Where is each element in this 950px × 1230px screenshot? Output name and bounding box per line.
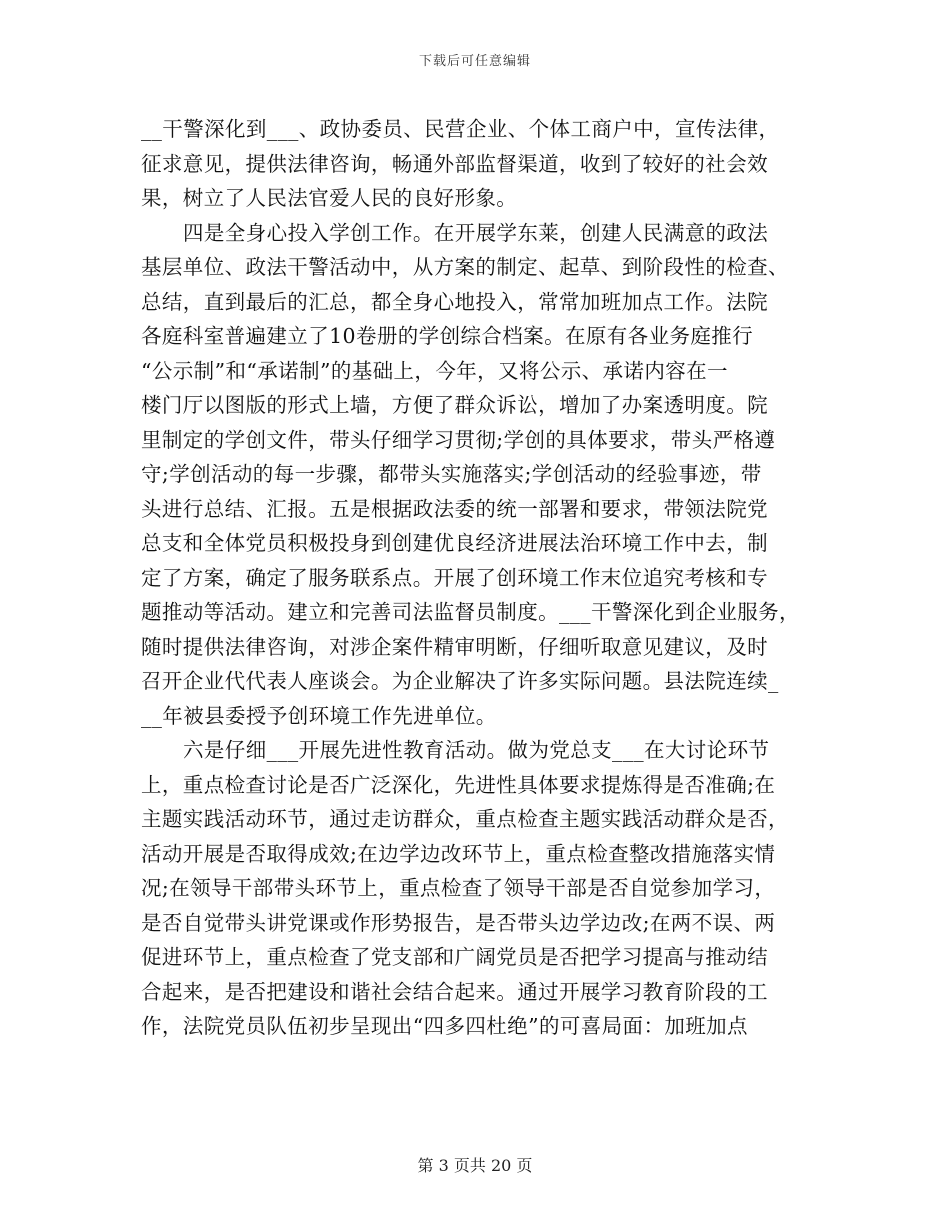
paragraph-first-line: 四是全身心投入学创工作。在开展学东莱，创建人民满意的政法 [183,220,769,245]
text-line: 总结，直到最后的汇总，都全身心地投入，常常加班加点工作。法院 [141,289,768,314]
text-line: 征求意见，提供法律咨询，畅通外部监督渠道，收到了较好的社会效 [141,151,768,176]
text-line: 头进行总结、汇报。五是根据政法委的统一部署和要求，带领法院党 [141,496,768,521]
text-line: 守;学创活动的每一步骤，都带头实施落实;学创活动的经验事迹，带 [141,462,762,486]
text-line: 随时提供法律咨询，对涉企案件精审明断，仔细听取意见建议，及时 [141,634,768,659]
text-line: 主题实践活动环节，通过走访群众，重点检查主题实践活动群众是否， [141,807,789,831]
text-line: “公示制”和“承诺制”的基础上，今年，又将公示、承诺内容在一 [141,358,728,383]
document-body [141,112,811,1044]
text-line: 里制定的学创文件，带头仔细学习贯彻;学创的具体要求，带头严格遵 [141,427,776,452]
text-line: 总支和全体党员积极投身到创建优良经济进展法治环境工作中去，制 [141,531,768,555]
page-header: 下载后可任意编辑 [418,54,531,69]
text-line: 定了方案，确定了服务联系点。开展了创环境工作末位追究考核和专 [141,565,768,590]
text-line: 召开企业代代表人座谈会。为企业解决了许多实际问题。县法院连续_ [141,669,779,693]
text-line: 题推动等活动。建立和完善司法监督员制度。___干警深化到企业服务， [141,600,800,624]
text-line: 是否自觉带头讲党课或作形势报告，是否带头边学边改;在两不误、两 [141,910,776,935]
text-line: __干警深化到___、政协委员、民营企业、个体工商户中，宣传法律， [141,117,780,141]
text-line: 作，法院党员队伍初步呈现出“四多四杜绝”的可喜局面：加班加点 [141,1014,748,1038]
text-line: 基层单位、政法干警活动中，从方案的制定、起草、到阶段性的检查、 [141,255,789,279]
text-line: 促进环节上，重点检查了党支部和广阔党员是否把学习提高与推动结 [141,945,768,969]
page-number: 第 3 页共 20 页 [417,1156,533,1175]
text-line: 况;在领导干部带头环节上，重点检查了领导干部是否自觉参加学习， [141,876,776,900]
text-line: __年被县委授予创环境工作先进单位。 [141,703,497,728]
text-line: 上，重点检查讨论是否广泛深化，先进性具体要求提炼得是否准确;在 [141,772,776,797]
paragraph-first-line: 六是仔细___开展先进性教育活动。做为党总支___在大讨论环节 [183,738,770,762]
text-line: 活动开展是否取得成效;在边学边改环节上，重点检查整改措施落实情 [141,841,776,866]
text-line: 果，树立了人民法官爱人民的良好形象。 [141,186,518,210]
text-line: 楼门厅以图版的形式上墙，方便了群众诉讼，增加了办案透明度。院 [141,393,768,417]
text-line: 合起来，是否把建设和谐社会结合起来。通过开展学习教育阶段的工 [141,979,768,1004]
text-line: 各庭科室普遍建立了10卷册的学创综合档案。在原有各业务庭推行 [141,324,754,348]
